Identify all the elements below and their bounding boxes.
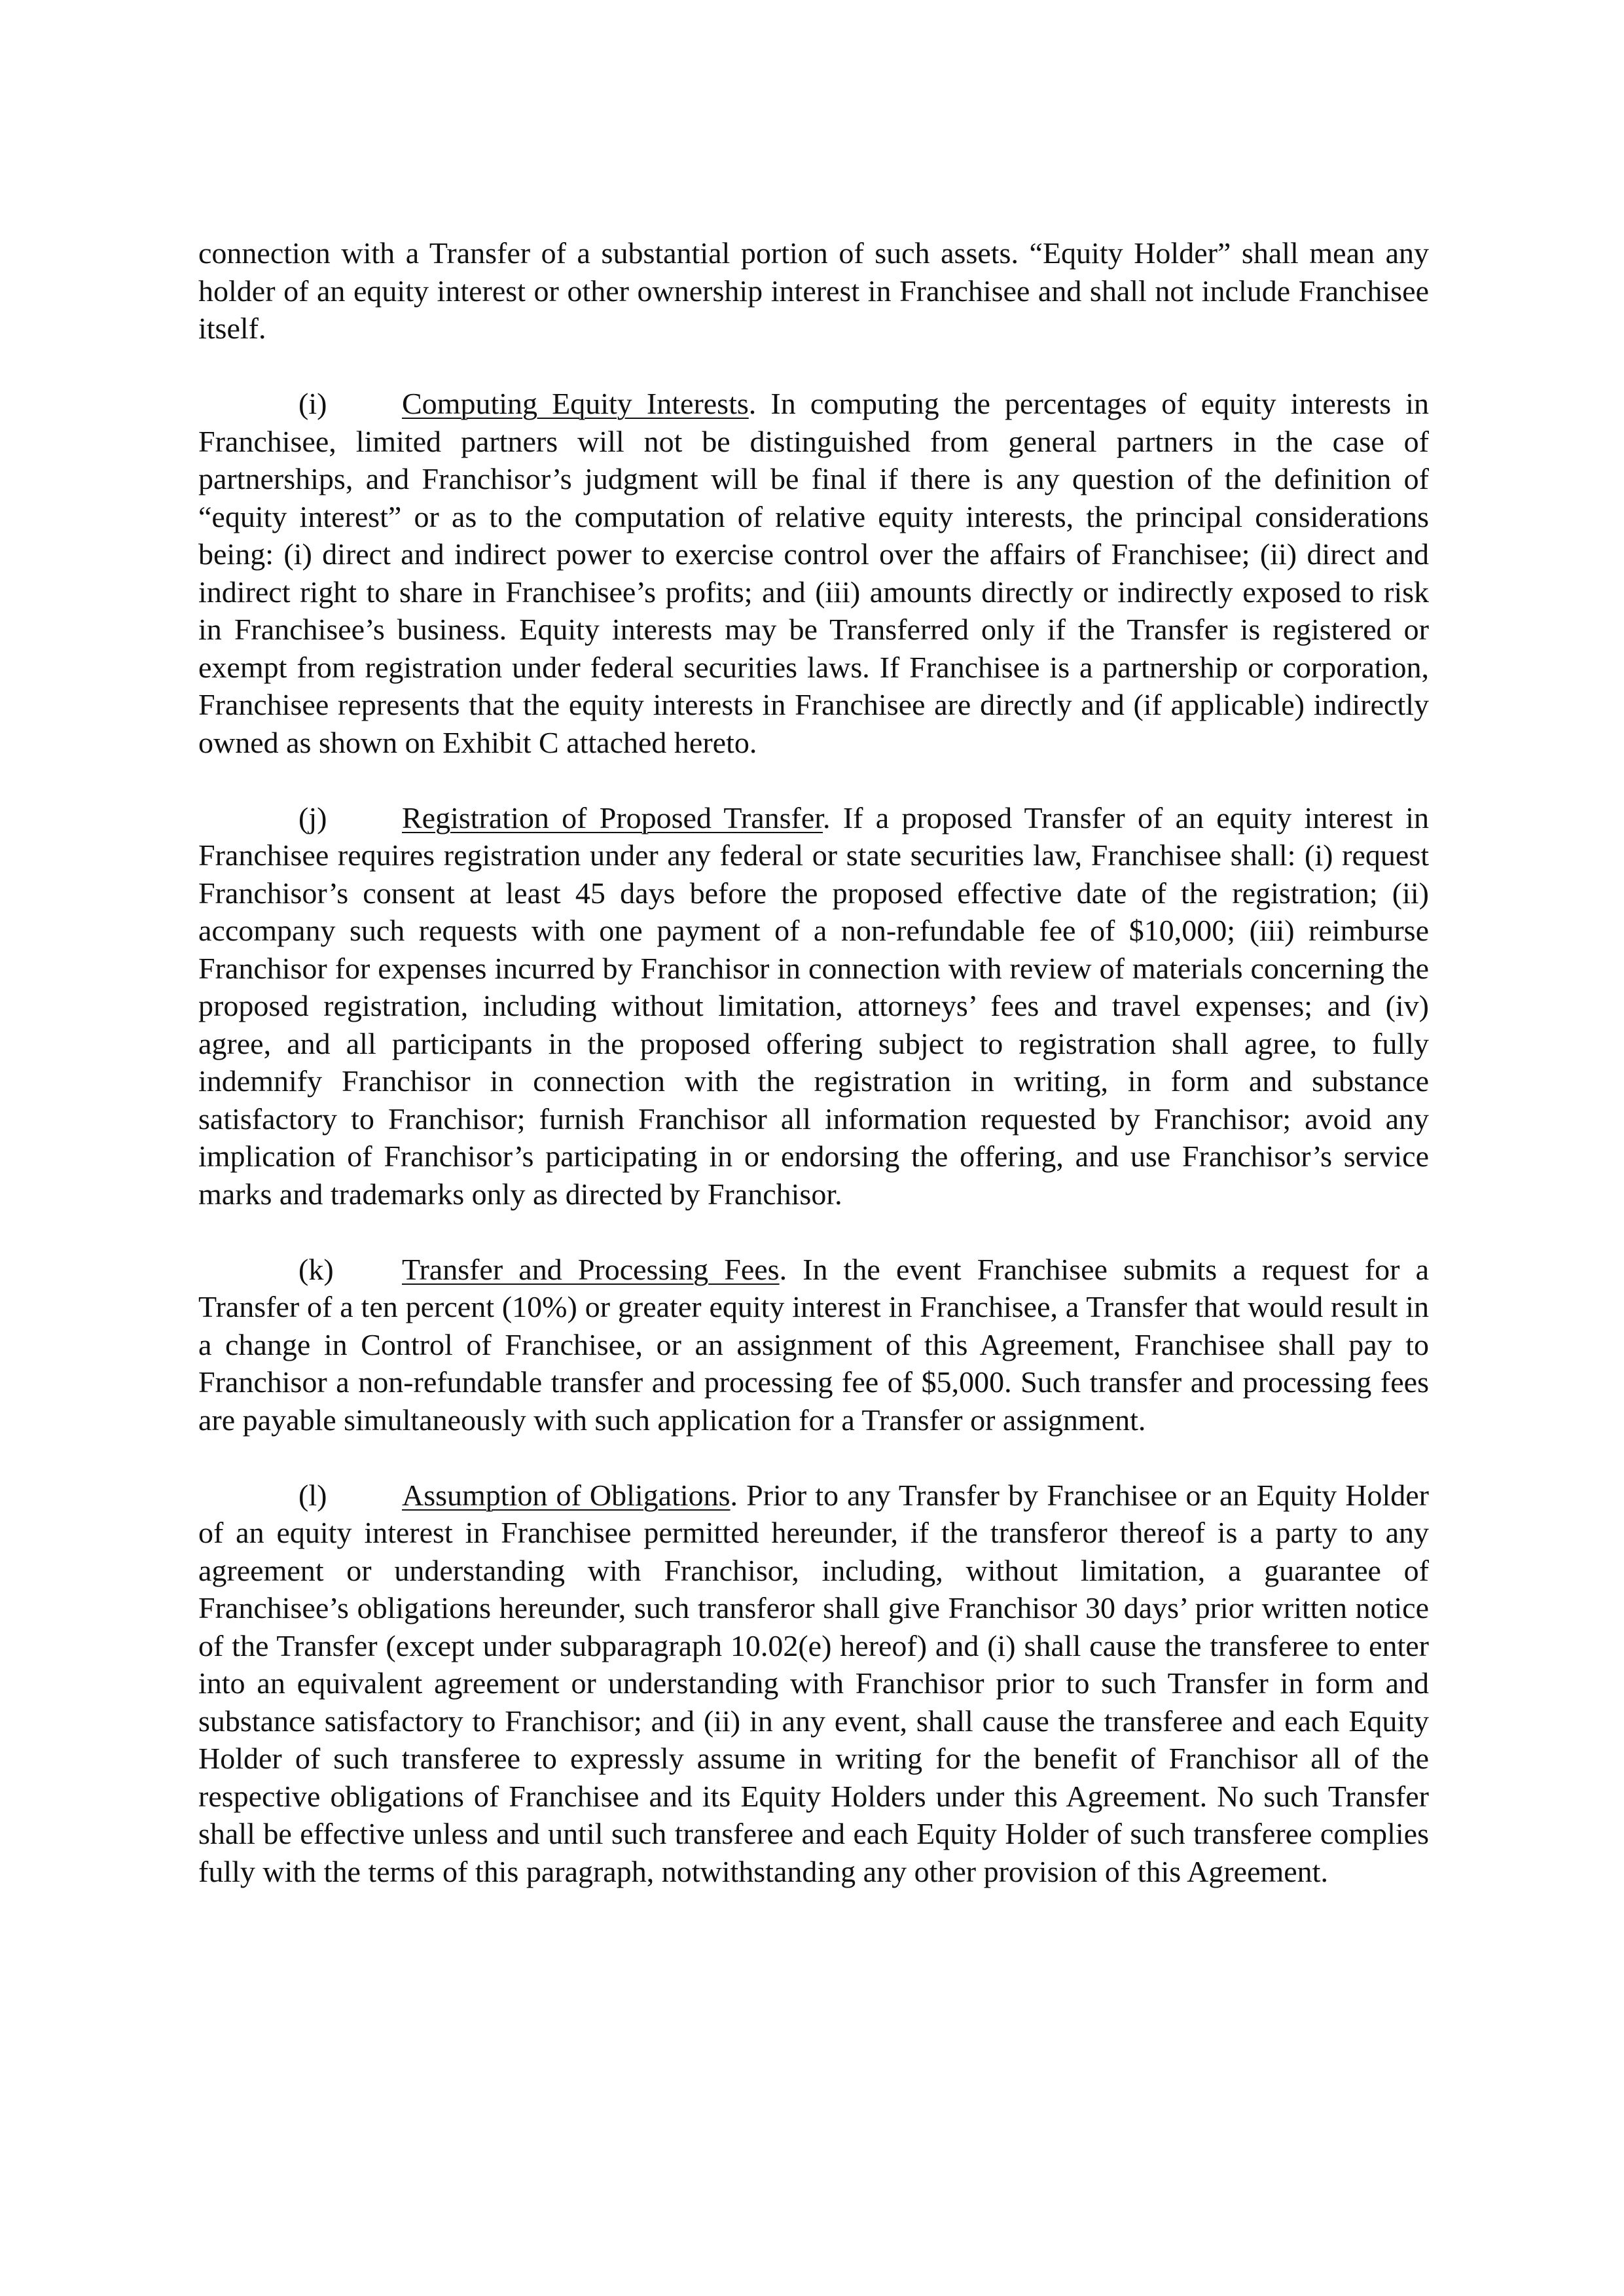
section-i-paragraph bbox=[198, 385, 1429, 761]
section-k-paragraph bbox=[198, 1251, 1429, 1439]
opening-paragraph-text: connection with a Transfer of a substantial portion of such assets. “Equity Holder” shall mean any holder of an equity interest or other ownership interest in Franchisee and shall not include Franchisee itself. bbox=[198, 236, 1429, 345]
section-l-heading: Assumption of Obligations bbox=[402, 1478, 731, 1512]
section-j-label: (j) bbox=[298, 800, 327, 834]
section-j-heading: Registration of Proposed Transfer bbox=[402, 800, 823, 834]
section-i-label: (i) bbox=[298, 387, 327, 420]
section-i-body: . In computing the percentages of equity interests in Franchisee, limited partners will not be distinguished from general partners in the case of partnerships, and Franchisor’s judgment will be final if there is any question of the definition of “equity interest” or as to the computation of relative equity interests, the principal considerations being: (i) direct and indirect power to exercise control over the affairs of Franchisee; (ii) direct and indirect right to share in Franchisee’s profits; and (iii) amounts directly or indirectly exposed to risk in Franchisee’s business. Equity interests may be Transferred only if the Transfer is registered or exempt from registration under federal securities laws. If Franchisee is a partnership or corporation, Franchisee represents that the equity interests in Franchisee are directly and (if applicable) indirectly owned as shown on Exhibit C attached hereto. bbox=[198, 387, 1429, 759]
section-k-label: (k) bbox=[298, 1252, 334, 1286]
opening-paragraph bbox=[198, 234, 1429, 348]
section-j-body: . If a proposed Transfer of an equity interest in Franchisee requires registration under any federal or state securities law, Franchisee shall: (i) request Franchisor’s consent at least 45 days before the proposed effective date of the registration; (ii) accompany such requests with one payment of a non-refundable fee of $10,000; (iii) reimburse Franchisor for expenses incurred by Franchisor in connection with review of materials concerning the proposed registration, including without limitation, attorneys’ fees and travel expenses; and (iv) agree, and all participants in the proposed offering subject to registration shall agree, to fully indemnify Franchisor in connection with the registration in writing, in form and substance satisfactory to Franchisor; furnish Franchisor all information requested by Franchisor; avoid any implication of Franchisor’s participating in or endorsing the offering, and use Franchisor’s service marks and trademarks only as directed by Franchisor. bbox=[198, 800, 1429, 1211]
section-k-body: . In the event Franchisee submits a request for a Transfer of a ten percent (10%) or greater equity interest in Franchisee, a Transfer that would result in a change in Control of Franchisee, or an assignment of this Agreement, Franchisee shall pay to Franchisor a non-refundable transfer and processing fee of $5,000. Such transfer and processing fees are payable simultaneously with such application for a Transfer or assignment. bbox=[198, 1252, 1429, 1437]
section-l-paragraph bbox=[198, 1477, 1429, 1891]
section-l-label: (l) bbox=[298, 1478, 327, 1512]
section-j-paragraph bbox=[198, 799, 1429, 1213]
section-k-heading: Transfer and Processing Fees bbox=[402, 1252, 780, 1286]
document-body bbox=[198, 234, 1429, 1928]
section-l-body: . Prior to any Transfer by Franchisee or an Equity Holder of an equity interest in Franchisee permitted hereunder, if the transferor thereof is a party to any agreement or understanding with Franchisor, including, without limitation, a guarantee of Franchisee’s obligations hereunder, such transferor shall give Franchisor 30 days’ prior written notice of the Transfer (except under subparagraph 10.02(e) hereof) and (i) shall cause the transferee to enter into an equivalent agreement or understanding with Franchisor prior to such Transfer in form and substance satisfactory to Franchisor; and (ii) in any event, shall cause the transferee and each Equity Holder of such transferee to expressly assume in writing for the benefit of Franchisor all of the respective obligations of Franchisee and its Equity Holders under this Agreement. No such Transfer shall be effective unless and until such transferee and each Equity Holder of such transferee complies fully with the terms of this paragraph, notwithstanding any other provision of this Agreement. bbox=[198, 1478, 1429, 1888]
section-i-heading: Computing Equity Interests bbox=[402, 387, 749, 420]
